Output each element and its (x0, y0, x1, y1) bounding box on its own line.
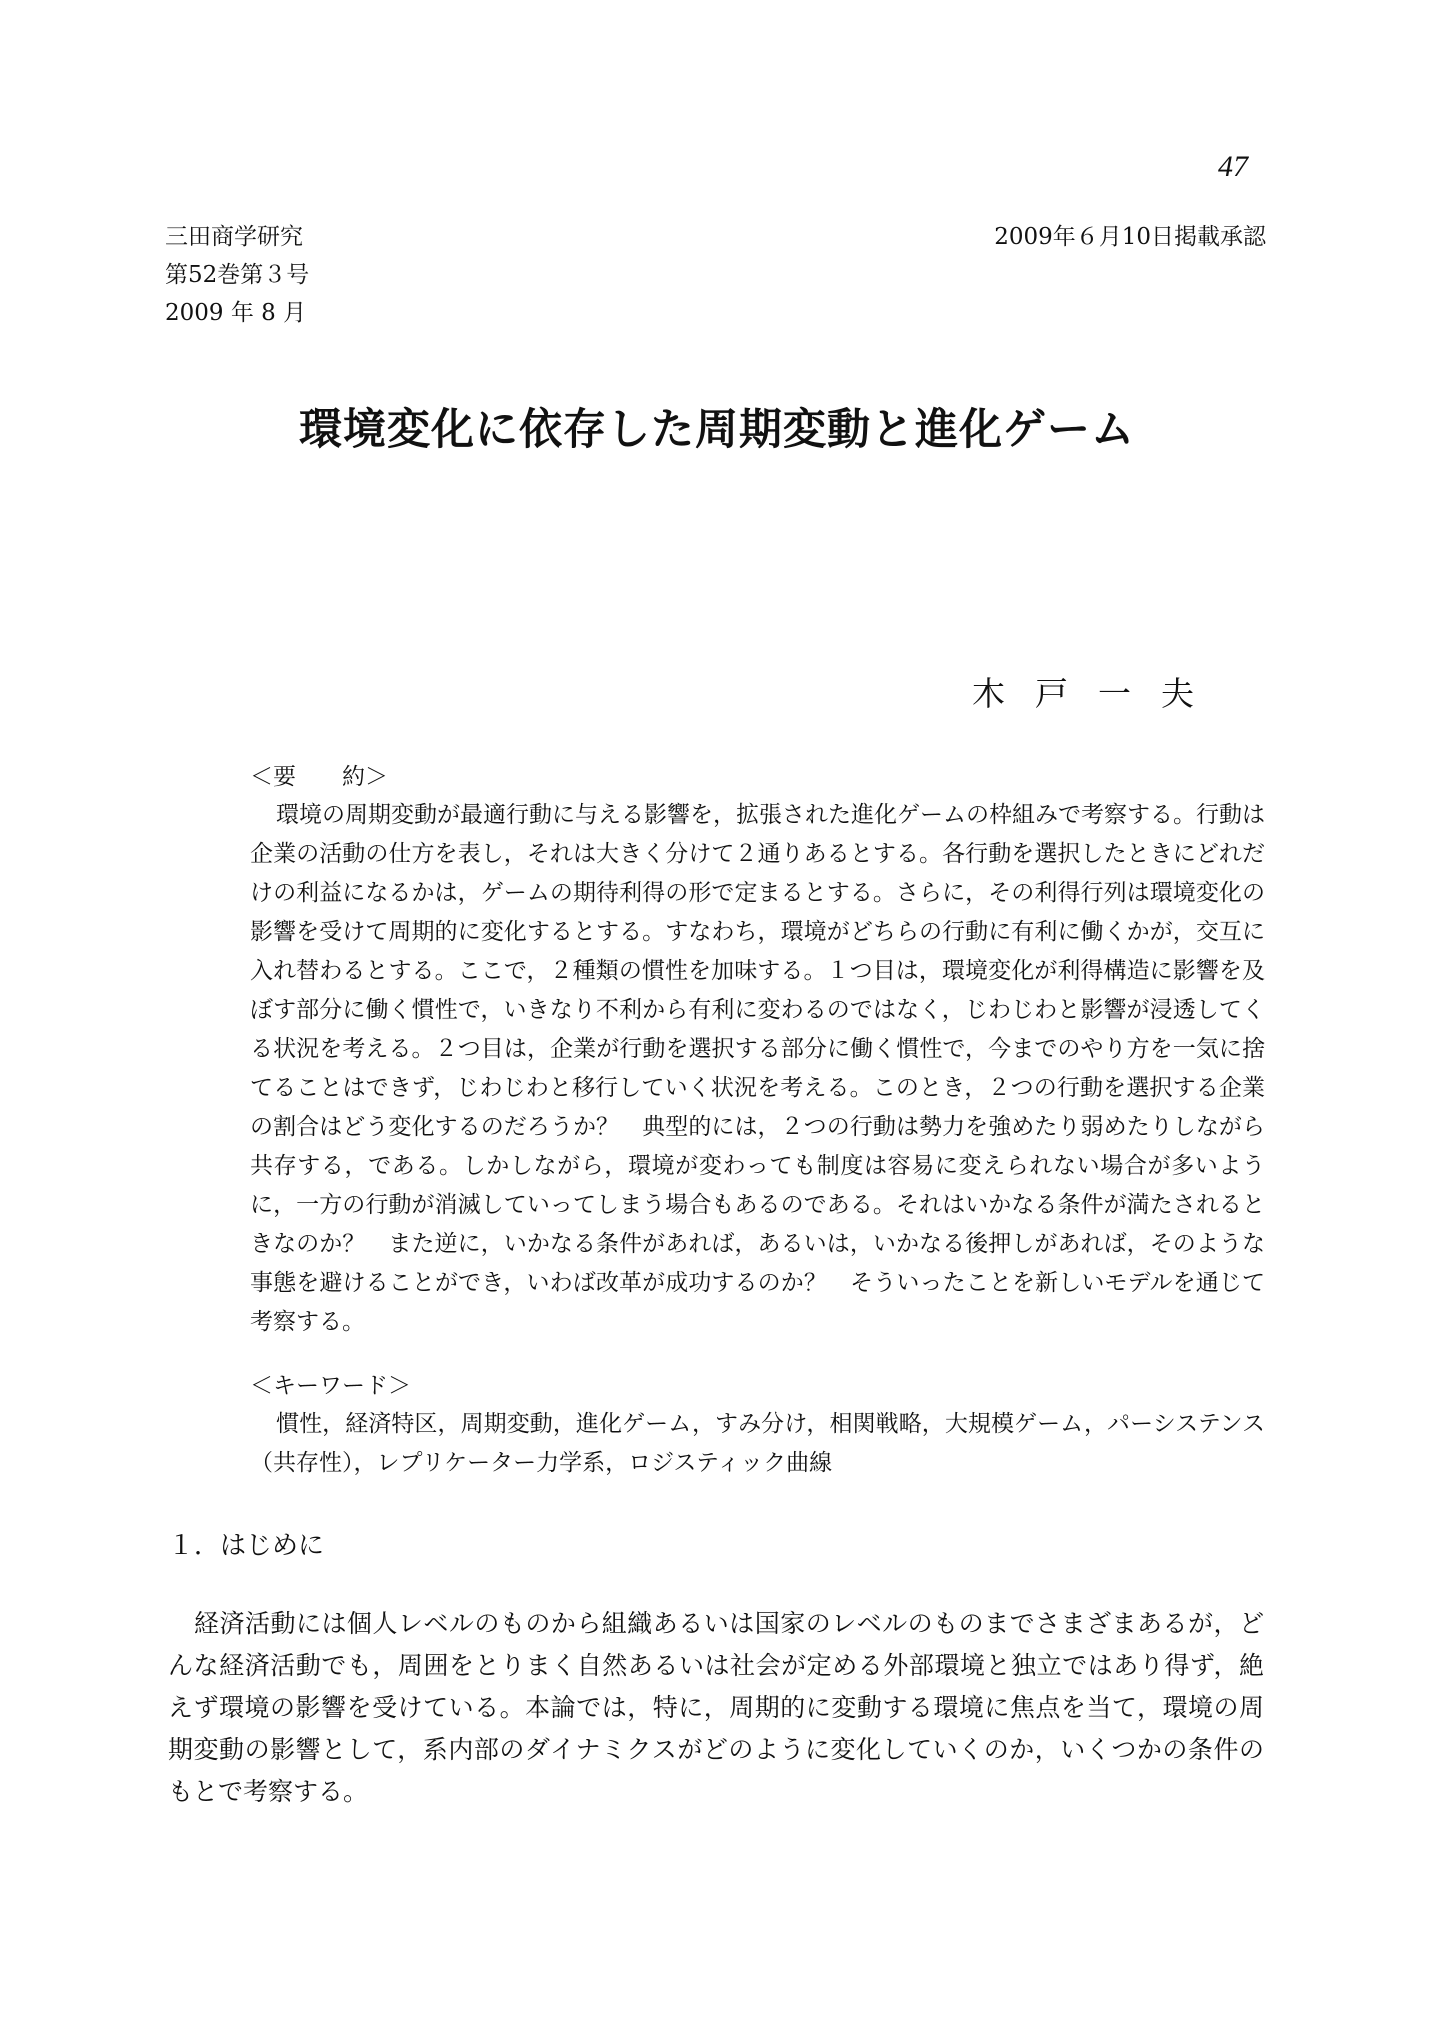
author-name: 木戸一夫 (972, 674, 1224, 713)
journal-name: 三田商学研究 (165, 224, 303, 250)
introduction-body: 経済活動には個人レベルのものから組織あるいは国家のレベルのものまでさまざまあるが，どんな経済活動でも，周囲をとりまく自然あるいは社会が定める外部環境と独立ではあり得ず，絶えず環境の影響を受けている。本論では，特に，周期的に変動する環境に焦点を当て，環境の周期変動の影響として，系内部のダイナミクスがどのように変化していくのか，いくつかの条件のもとで考察する。 (168, 1609, 1264, 1806)
introduction-heading: １．はじめに (168, 1531, 325, 1561)
page-number: 47 (1218, 150, 1248, 183)
abstract-heading: ＜要 約＞ (250, 764, 388, 790)
journal-date: 2009 年 8 月 (165, 300, 307, 326)
approval-date: 2009年６月10日掲載承認 (994, 224, 1266, 250)
keywords-heading: ＜キーワード＞ (250, 1373, 411, 1399)
keywords-body: 慣性，経済特区，周期変動，進化ゲーム，すみ分け，相関戦略，大規模ゲーム，パーシステンス（共存性），レプリケーター力学系，ロジスティック曲線 (250, 1411, 1265, 1476)
paper-title: 環境変化に依存した周期変動と進化ゲーム (299, 405, 1135, 455)
journal-volume: 第52巻第３号 (165, 262, 310, 288)
abstract-body: 環境の周期変動が最適行動に与える影響を，拡張された進化ゲームの枠組みで考察する。行動は企業の活動の仕方を表し，それは大きく分けて２通りあるとする。各行動を選択したときにどれだけの利益になるかは，ゲームの期待利得の形で定まるとする。さらに，その利得行列は環境変化の影響を受けて周期的に変化するとする。すなわち，環境がどちらの行動に有利に働くかが，交互に入れ替わるとする。ここで，２種類の慣性を加味する。１つ目は，環境変化が利得構造に影響を及ぼす部分に働く慣性で，いきなり不利から有利に変わるのではなく，じわじわと影響が浸透してくる状況を考える。２つ目は，企業が行動を選択する部分に働く慣性で，今までのやり方を一気に捨てることはできず，じわじわと移行していく状況を考える。このとき，２つの行動を選択する企業の割合はどう変化するのだろうか？ 典型的には，２つの行動は勢力を強めたり弱めたりしながら共存する，である。しかしながら，環境が変わっても制度は容易に変えられない場合が多いように，一方の行動が消滅していってしまう場合もあるのである。それはいかなる条件が満たされるときなのか？ また逆に，いかなる条件があれば，あるいは，いかなる後押しがあれば，そのような事態を避けることができ，いわば改革が成功するのか？ そういったことを新しいモデルを通じて考察する。 (250, 802, 1265, 1335)
journal-info (165, 218, 309, 332)
